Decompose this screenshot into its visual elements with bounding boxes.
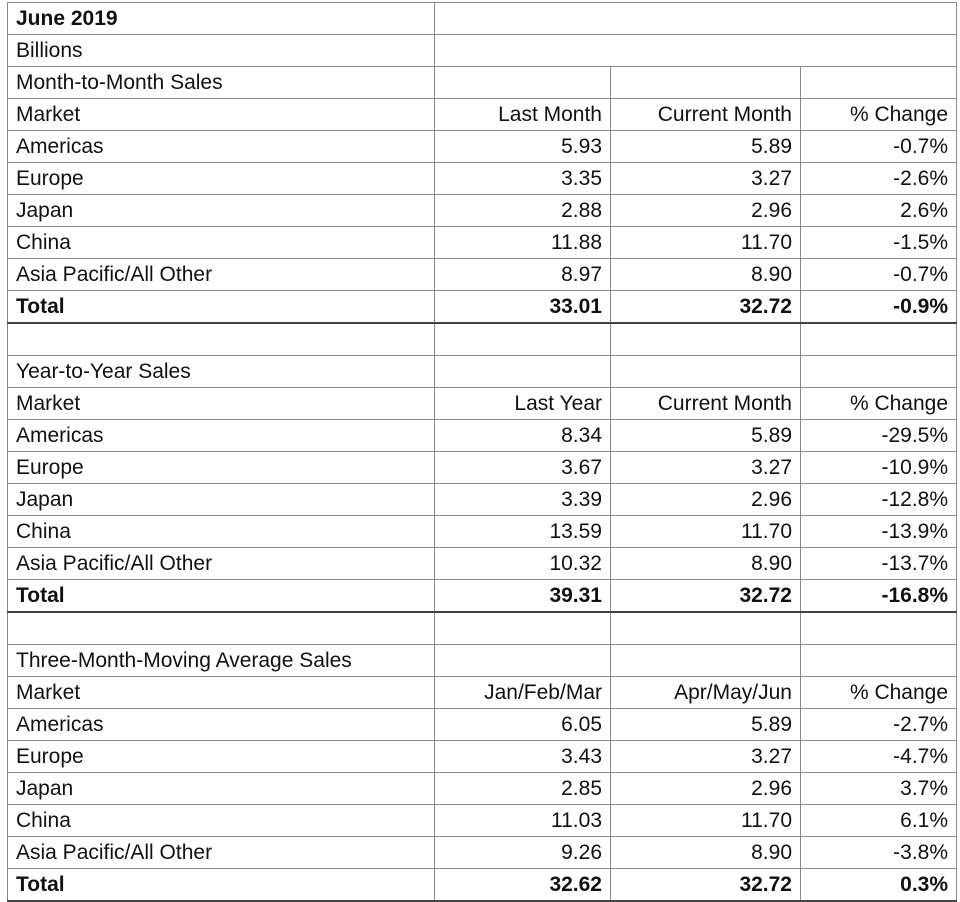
column-header: % Change	[801, 388, 957, 420]
column-header: Market	[8, 388, 435, 420]
market-name: Americas	[8, 420, 435, 452]
market-name: Americas	[8, 131, 435, 163]
value-cell: -3.8%	[801, 837, 957, 869]
value-cell: 11.88	[435, 227, 611, 259]
market-name: Asia Pacific/All Other	[8, 837, 435, 869]
value-cell: 11.70	[611, 805, 801, 837]
value-cell: 3.67	[435, 452, 611, 484]
total-label: Total	[8, 291, 435, 324]
total-value: 32.72	[611, 869, 801, 902]
column-header-row	[8, 388, 957, 420]
value-cell: 5.89	[611, 420, 801, 452]
total-row	[8, 580, 957, 613]
value-cell: 2.96	[611, 195, 801, 227]
column-header: Current Month	[611, 388, 801, 420]
value-cell: 5.89	[611, 709, 801, 741]
table-row	[8, 805, 957, 837]
empty-cell	[435, 67, 611, 99]
total-value: 32.62	[435, 869, 611, 902]
column-header: Market	[8, 677, 435, 709]
empty-cell	[435, 356, 611, 388]
market-name: China	[8, 227, 435, 259]
market-name: China	[8, 516, 435, 548]
empty-cell	[435, 35, 957, 67]
table-row	[8, 837, 957, 869]
value-cell: -1.5%	[801, 227, 957, 259]
empty-cell	[611, 612, 801, 645]
value-cell: -2.7%	[801, 709, 957, 741]
value-cell: -4.7%	[801, 741, 957, 773]
empty-cell	[611, 645, 801, 677]
value-cell: 9.26	[435, 837, 611, 869]
column-header: Jan/Feb/Mar	[435, 677, 611, 709]
empty-cell	[8, 323, 435, 356]
column-header: Apr/May/Jun	[611, 677, 801, 709]
value-cell: -10.9%	[801, 452, 957, 484]
value-cell: 11.70	[611, 227, 801, 259]
value-cell: 8.90	[611, 837, 801, 869]
column-header: Last Year	[435, 388, 611, 420]
market-name: Japan	[8, 773, 435, 805]
value-cell: 2.85	[435, 773, 611, 805]
empty-cell	[801, 612, 957, 645]
value-cell: 8.34	[435, 420, 611, 452]
value-cell: 3.7%	[801, 773, 957, 805]
title-row	[8, 3, 957, 35]
empty-cell	[611, 323, 801, 356]
table-row	[8, 484, 957, 516]
total-value: 32.72	[611, 291, 801, 324]
section-title-row	[8, 67, 957, 99]
value-cell: -2.6%	[801, 163, 957, 195]
column-header: % Change	[801, 99, 957, 131]
empty-cell	[801, 323, 957, 356]
empty-cell	[801, 67, 957, 99]
empty-cell	[611, 356, 801, 388]
empty-cell	[801, 356, 957, 388]
section-title: Year-to-Year Sales	[8, 356, 435, 388]
total-value: 0.3%	[801, 869, 957, 902]
value-cell: -29.5%	[801, 420, 957, 452]
column-header-row	[8, 99, 957, 131]
column-header: Market	[8, 99, 435, 131]
empty-cell	[8, 612, 435, 645]
table-row	[8, 131, 957, 163]
table-row	[8, 452, 957, 484]
value-cell: -13.9%	[801, 516, 957, 548]
table-title: June 2019	[8, 3, 435, 35]
section-title: Three-Month-Moving Average Sales	[8, 645, 435, 677]
total-value: 39.31	[435, 580, 611, 613]
value-cell: 5.89	[611, 131, 801, 163]
table-row	[8, 195, 957, 227]
table-row	[8, 773, 957, 805]
table-row	[8, 163, 957, 195]
value-cell: 8.97	[435, 259, 611, 291]
value-cell: 8.90	[611, 259, 801, 291]
table-row	[8, 259, 957, 291]
market-name: Japan	[8, 195, 435, 227]
section-title-row	[8, 645, 957, 677]
table-row	[8, 709, 957, 741]
total-label: Total	[8, 869, 435, 902]
column-header: Last Month	[435, 99, 611, 131]
empty-cell	[801, 645, 957, 677]
column-header: % Change	[801, 677, 957, 709]
total-value: -0.9%	[801, 291, 957, 324]
value-cell: 10.32	[435, 548, 611, 580]
market-name: Asia Pacific/All Other	[8, 548, 435, 580]
column-header-row	[8, 677, 957, 709]
value-cell: 2.6%	[801, 195, 957, 227]
total-value: 32.72	[611, 580, 801, 613]
empty-cell	[611, 67, 801, 99]
empty-cell	[435, 645, 611, 677]
value-cell: 6.1%	[801, 805, 957, 837]
value-cell: 13.59	[435, 516, 611, 548]
spacer-row	[8, 323, 957, 356]
market-name: Europe	[8, 163, 435, 195]
total-value: -16.8%	[801, 580, 957, 613]
empty-cell	[435, 612, 611, 645]
spacer-row	[8, 612, 957, 645]
column-header: Current Month	[611, 99, 801, 131]
value-cell: -0.7%	[801, 131, 957, 163]
section-title: Month-to-Month Sales	[8, 67, 435, 99]
market-name: Americas	[8, 709, 435, 741]
table-row	[8, 420, 957, 452]
unit-row	[8, 35, 957, 67]
market-name: Europe	[8, 741, 435, 773]
total-value: 33.01	[435, 291, 611, 324]
value-cell: 2.96	[611, 484, 801, 516]
unit-label: Billions	[8, 35, 435, 67]
value-cell: 3.39	[435, 484, 611, 516]
market-name: China	[8, 805, 435, 837]
market-name: Japan	[8, 484, 435, 516]
table-row	[8, 548, 957, 580]
value-cell: -12.8%	[801, 484, 957, 516]
value-cell: 2.96	[611, 773, 801, 805]
value-cell: 11.03	[435, 805, 611, 837]
table-row	[8, 516, 957, 548]
value-cell: 8.90	[611, 548, 801, 580]
sales-table-body	[8, 3, 957, 902]
value-cell: 5.93	[435, 131, 611, 163]
value-cell: 3.27	[611, 163, 801, 195]
empty-cell	[435, 323, 611, 356]
market-name: Asia Pacific/All Other	[8, 259, 435, 291]
value-cell: 6.05	[435, 709, 611, 741]
total-label: Total	[8, 580, 435, 613]
value-cell: 3.43	[435, 741, 611, 773]
value-cell: 3.27	[611, 452, 801, 484]
value-cell: 2.88	[435, 195, 611, 227]
section-title-row	[8, 356, 957, 388]
empty-cell	[435, 3, 957, 35]
table-row	[8, 741, 957, 773]
value-cell: 3.35	[435, 163, 611, 195]
total-row	[8, 291, 957, 324]
market-name: Europe	[8, 452, 435, 484]
value-cell: -13.7%	[801, 548, 957, 580]
value-cell: -0.7%	[801, 259, 957, 291]
sales-table	[7, 2, 957, 902]
value-cell: 11.70	[611, 516, 801, 548]
total-row	[8, 869, 957, 902]
value-cell: 3.27	[611, 741, 801, 773]
table-row	[8, 227, 957, 259]
